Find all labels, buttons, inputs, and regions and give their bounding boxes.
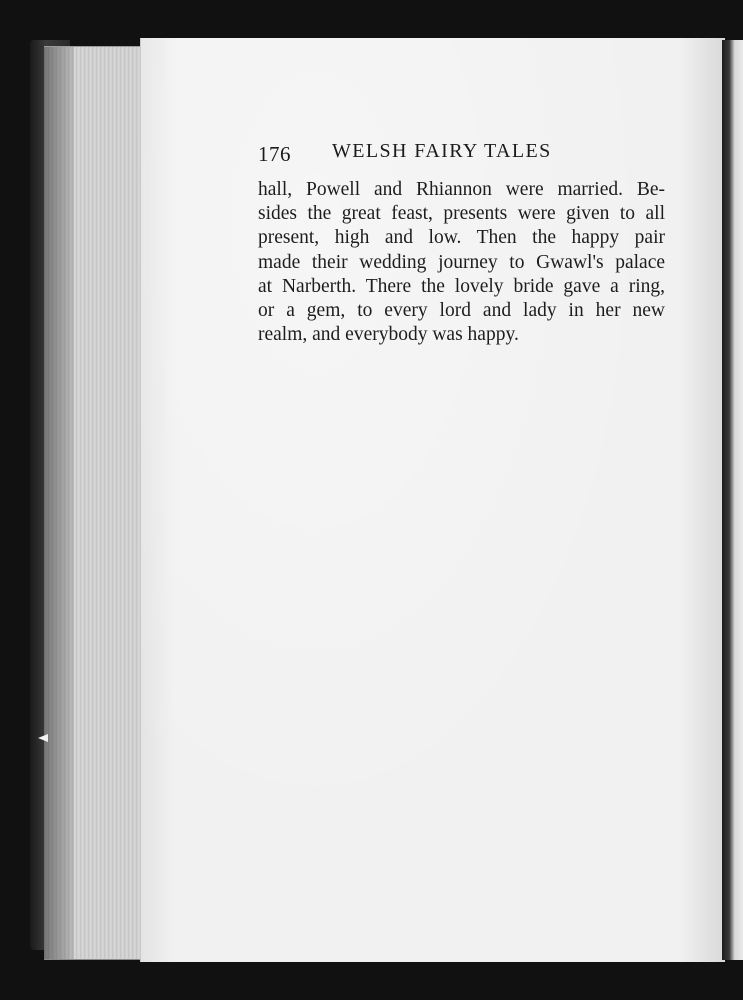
book-page [140, 38, 725, 962]
body-paragraph [258, 178, 665, 347]
text-line: hall, Powell and Rhiannon were married. Be- [258, 179, 665, 200]
running-title: WELSH FAIRY TALES [332, 140, 552, 162]
text-line: realm, and everybody was happy. [258, 324, 519, 346]
page-stack-edges [44, 46, 144, 960]
text-line: made their wedding journey to Gwawl's palace [258, 251, 665, 273]
page-number: 176 [258, 142, 291, 166]
text-line: at Narberth. There the lovely bride gave a ring, [258, 275, 665, 297]
text-line: sides the great feast, presents were given to all [258, 203, 665, 225]
text-line: or a gem, to every lord and lady in her new [258, 299, 665, 321]
book-gutter [722, 40, 743, 960]
text-line: present, high and low. Then the happy pair [258, 227, 665, 249]
running-header [258, 136, 638, 168]
